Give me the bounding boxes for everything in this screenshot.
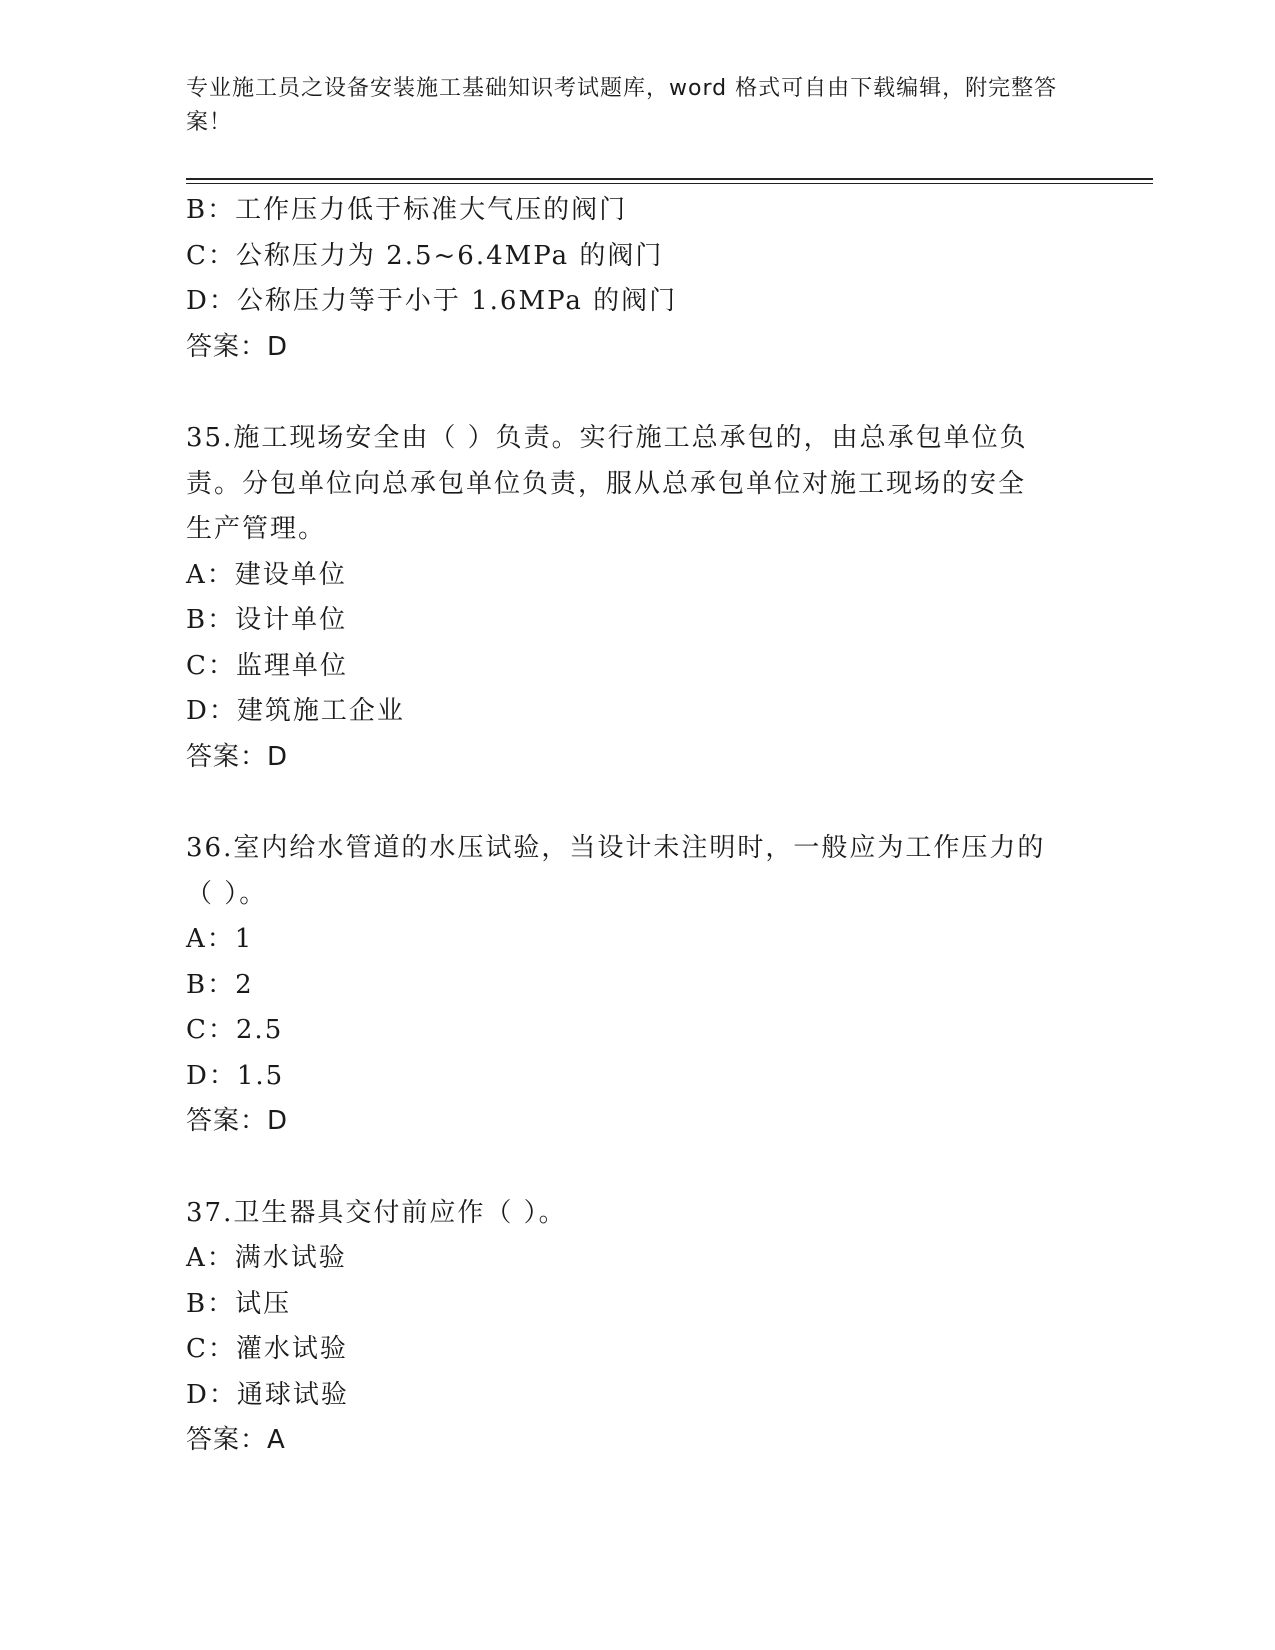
question-stem-line: 35.施工现场安全由（ ）负责。实行施工总承包的，由总承包单位负 [186,423,1028,453]
option-c: C：2.5 [186,1015,284,1045]
header-divider-thin [186,183,1153,184]
answer-label: 答案：D [186,1106,289,1136]
question-stem-line: 37.卫生器具交付前应作（ ）。 [186,1197,567,1228]
option-c: C：监理单位 [186,650,348,681]
question-block-35 [186,416,1086,780]
answer-label: 答案：A [186,1425,286,1455]
option-b: B：工作压力低于标准大气压的阀门 [186,195,628,225]
question-stem-line: 生产管理。 [186,514,327,544]
option-d: D：1.5 [186,1060,285,1091]
option-c: C：灌水试验 [186,1334,348,1364]
question-content [186,188,1086,1464]
question-block-37 [186,1191,1086,1464]
option-a: A：1 [186,924,254,954]
answer-label: 答案：D [186,331,289,362]
spacer [186,1145,1086,1191]
question-block-36 [186,826,1086,1145]
option-b: B：2 [186,969,254,1000]
option-b: B：设计单位 [186,605,348,635]
header-divider-thick [186,178,1153,180]
spacer [186,780,1086,826]
document-header: 专业施工员之设备安装施工基础知识考试题库，word 格式可自由下载编辑，附完整答案！ [186,76,1058,135]
option-d: D：公称压力等于小于 1.6MPa 的阀门 [186,286,678,316]
question-stem-line: 责。分包单位向总承包单位负责，服从总承包单位对施工现场的安全 [186,468,1027,499]
prev-question-block [186,188,1086,370]
question-stem-line: 36.室内给水管道的水压试验，当设计未注明时，一般应为工作压力的 [186,833,1046,863]
option-b: B：试压 [186,1288,292,1319]
spacer [186,370,1086,416]
question-stem-line: （ ）。 [186,878,268,909]
answer-label: 答案：D [186,741,289,772]
option-a: A：建设单位 [186,559,347,590]
option-a: A：满水试验 [186,1243,347,1273]
option-d: D：通球试验 [186,1379,349,1410]
option-d: D：建筑施工企业 [186,696,405,726]
option-c: C：公称压力为 2.5~6.4MPa 的阀门 [186,240,664,271]
